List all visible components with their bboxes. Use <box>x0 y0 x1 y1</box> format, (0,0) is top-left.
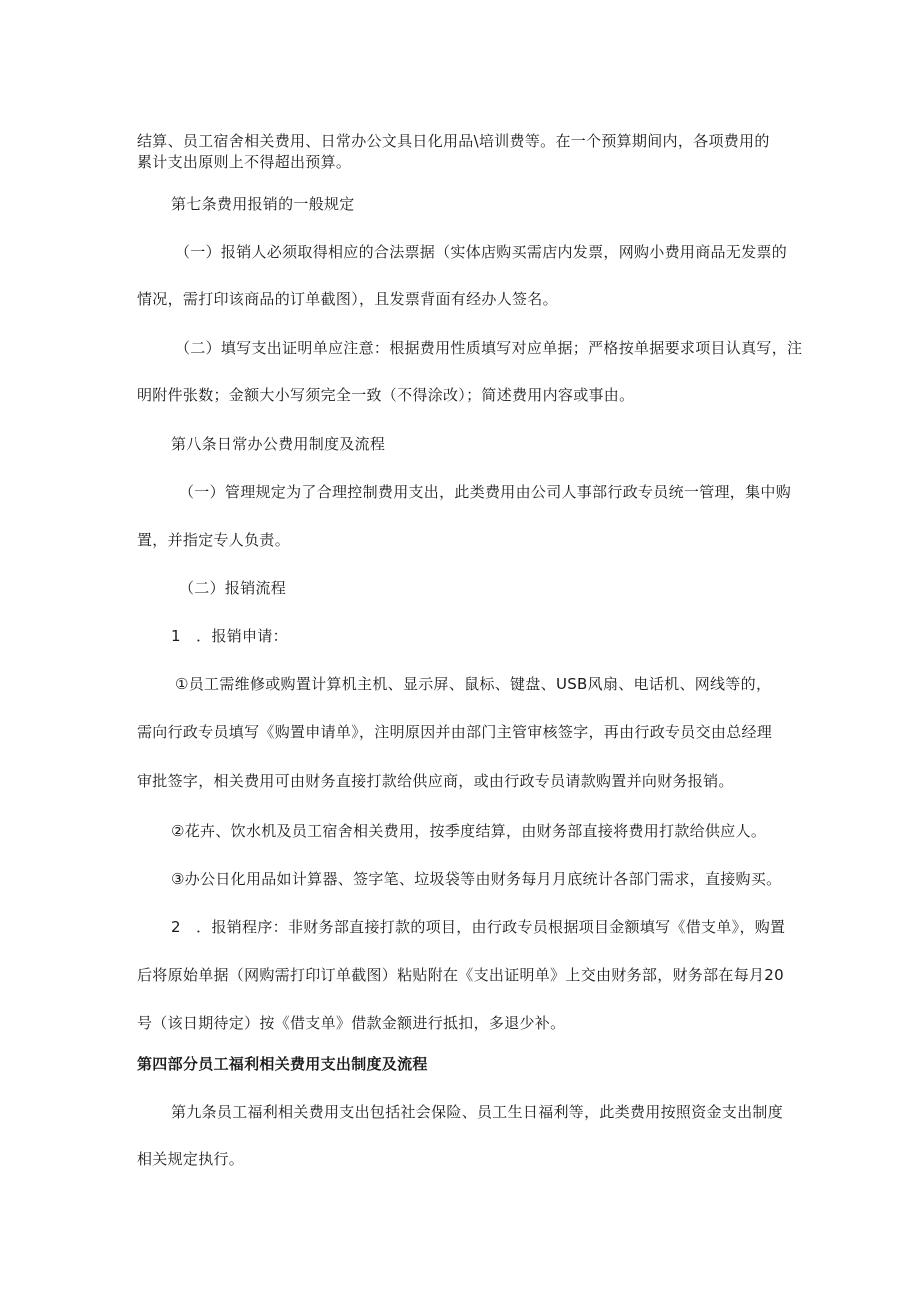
paragraph-line: 相关规定执行。 <box>137 1150 245 1168</box>
paragraph-line: 审批签字，相关费用可由财务直接打款给供应商，或由行政专员请款购置并向财务报销。 <box>137 772 734 790</box>
paragraph-line: ③办公日化用品如计算器、签字笔、垃圾袋等由财务每月月底统计各部门需求，直接购买。 <box>171 870 782 888</box>
paragraph-line: （二）填写支出证明单应注意：根据费用性质填写对应单据；严格按单据要求项目认真写，注 <box>175 339 803 357</box>
part-heading-4: 第四部分员工福利相关费用支出制度及流程 <box>137 1055 428 1073</box>
list-item-number: 2 ．报销程序：非财务部直接打款的项目，由行政专员根据项目金额填写《借支单》，购置 <box>171 918 786 936</box>
paragraph-line: 号（该日期待定）按《借支单》借款金额进行抵扣，多退少补。 <box>137 1014 566 1032</box>
paragraph-line: 需向行政专员填写《购置申请单》，注明原因并由部门主管审核签字，再由行政专员交由总经理 <box>137 723 773 741</box>
paragraph-line: 结算、员工宿舍相关费用、日常办公文具日化用品\培训费等。在一个预算期间内，各项费用的 <box>137 132 770 150</box>
paragraph-line: 累计支出原则上不得超出预算。 <box>137 153 352 171</box>
paragraph-line: ②花卉、饮水机及员工宿舍相关费用，按季度结算，由财务部直接将费用打款给供应人。 <box>171 822 767 840</box>
paragraph-line: 后将原始单据（网购需打印订单截图）粘贴附在《支出证明单》上交由财务部，财务部在每月20 <box>137 966 784 984</box>
paragraph-line: 明附件张数；金额大小写须完全一致（不得涂改）；简述费用内容或事由。 <box>137 386 635 404</box>
paragraph-line: 置，并指定专人负责。 <box>137 531 291 549</box>
article-heading-7: 第七条费用报销的一般规定 <box>171 195 355 213</box>
paragraph-line: （一）管理规定为了合理控制费用支出，此类费用由公司人事部行政专员统一管理，集中购 <box>179 483 792 501</box>
paragraph-line: 情况，需打印该商品的订单截图），且发票背面有经办人签名。 <box>137 290 558 308</box>
article-heading-8: 第八条日常办公费用制度及流程 <box>171 435 386 453</box>
paragraph-line: 第九条员工福利相关费用支出包括社会保险、员工生日福利等，此类费用按照资金支出制度 <box>171 1103 784 1121</box>
list-item-number: 1 ．报销申请： <box>171 627 288 645</box>
paragraph-line: （一）报销人必须取得相应的合法票据（实体店购买需店内发票，网购小费用商品无发票的 <box>175 243 788 261</box>
section-subheading: （二）报销流程 <box>179 579 287 597</box>
paragraph-line: ①员工需维修或购置计算机主机、显示屏、鼠标、键盘、USB风扇、电话机、网线等的， <box>175 675 772 693</box>
